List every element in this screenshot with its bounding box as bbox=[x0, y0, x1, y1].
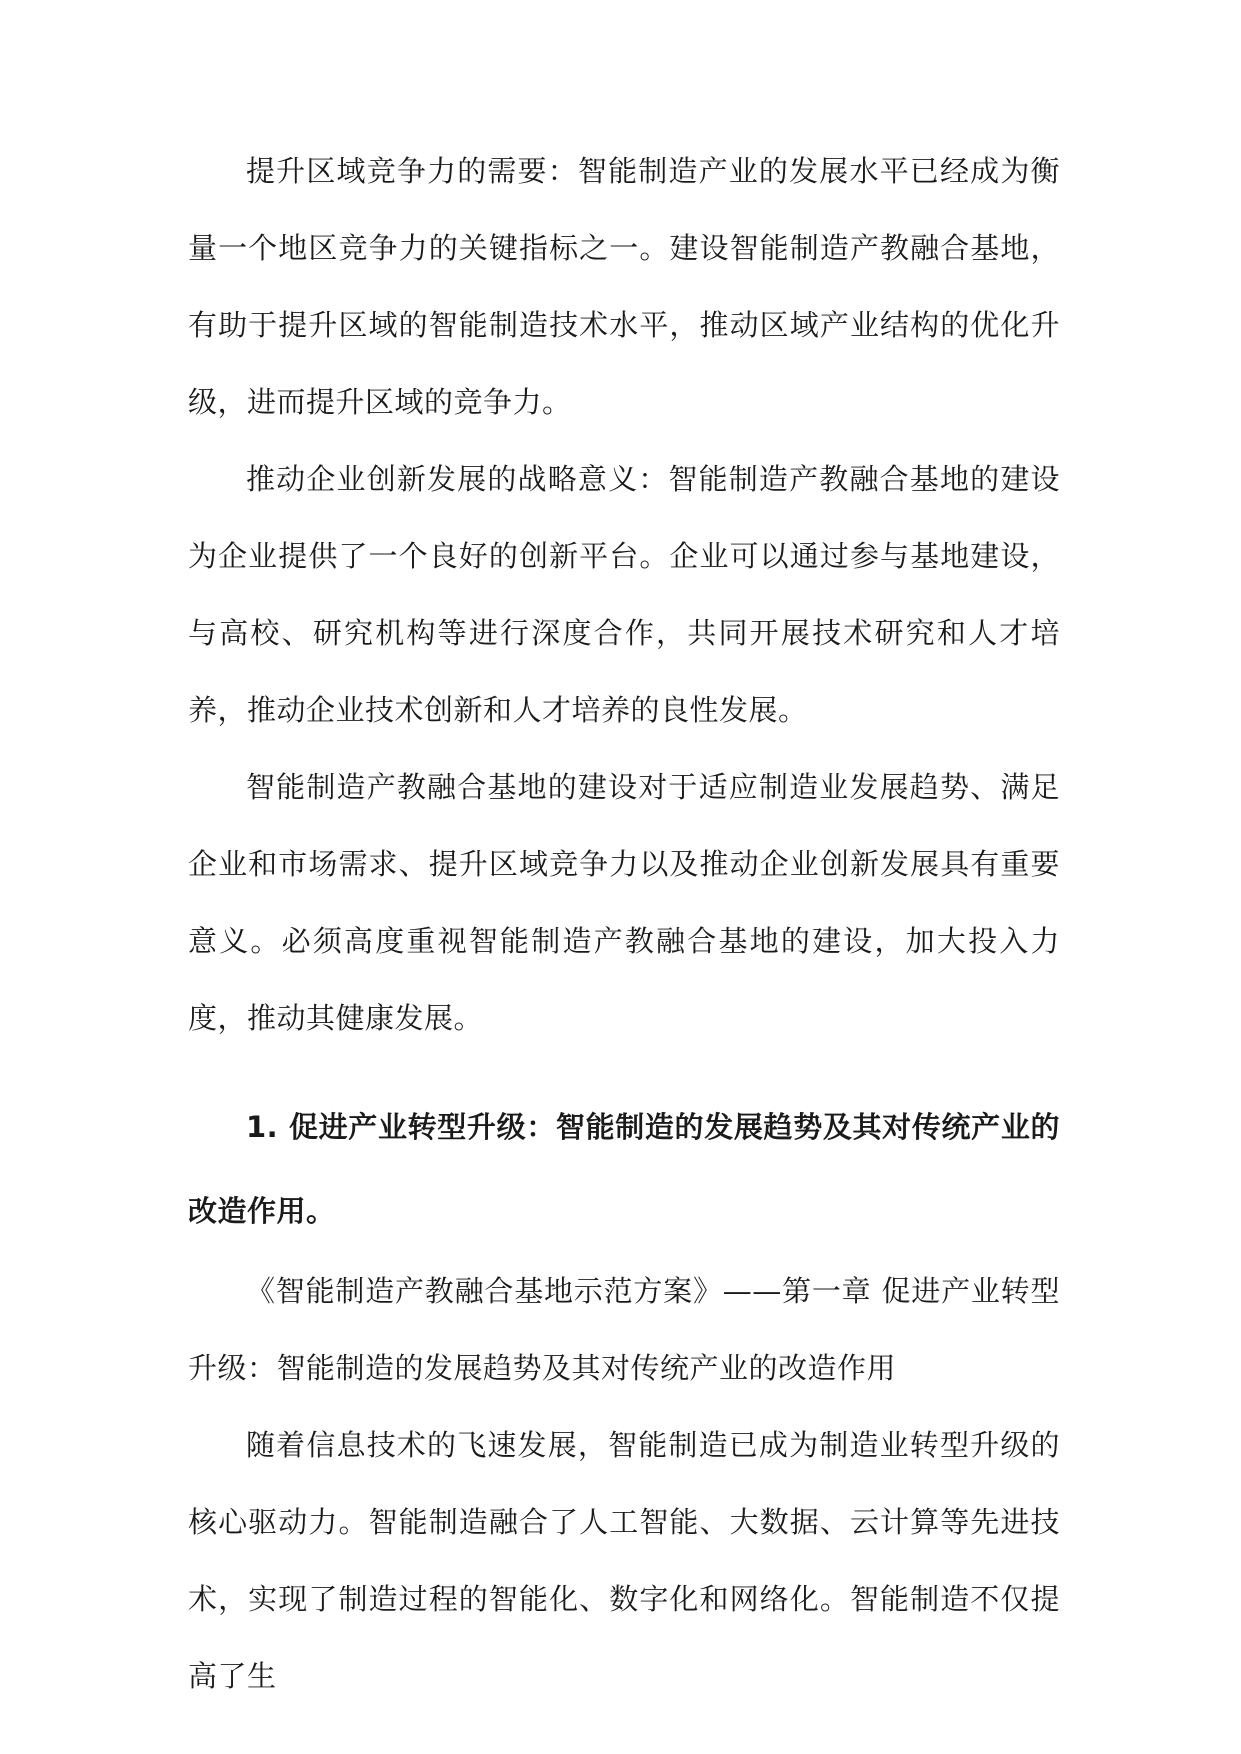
paragraph-regional-competitiveness: 提升区域竞争力的需要：智能制造产业的发展水平已经成为衡量一个地区竞争力的关键指标之一。建设智能制造产教融合基地，有助于提升区域的智能制造技术水平，推动区域产业结构的优化升级，进而提升区域的竞争力。 bbox=[188, 154, 1060, 419]
paragraph-chapter-title: 《智能制造产教融合基地示范方案》——第一章 促进产业转型升级：智能制造的发展趋势及其对传统产业的改造作用 bbox=[188, 1274, 1060, 1385]
paragraph-enterprise-innovation: 推动企业创新发展的战略意义：智能制造产教融合基地的建设为企业提供了一个良好的创新平台。企业可以通过参与基地建设，与高校、研究机构等进行深度合作，共同开展技术研究和人才培养，推动企业技术创新和人才培养的良性发展。 bbox=[188, 462, 1060, 727]
paragraph-summary-significance: 智能制造产教融合基地的建设对于适应制造业发展趋势、满足企业和市场需求、提升区域竞争力以及推动企业创新发展具有重要意义。必须高度重视智能制造产教融合基地的建设，加大投入力度，推动其健康发展。 bbox=[188, 770, 1060, 1035]
document-body bbox=[188, 133, 1060, 1715]
section-heading: 1. 促进产业转型升级：智能制造的发展趋势及其对传统产业的改造作用。 bbox=[188, 1110, 1060, 1228]
paragraph-smart-manufacturing-intro: 随着信息技术的飞速发展，智能制造已成为制造业转型升级的核心驱动力。智能制造融合了人工智能、大数据、云计算等先进技术，实现了制造过程的智能化、数字化和网络化。智能制造不仅提高了生 bbox=[188, 1428, 1060, 1693]
